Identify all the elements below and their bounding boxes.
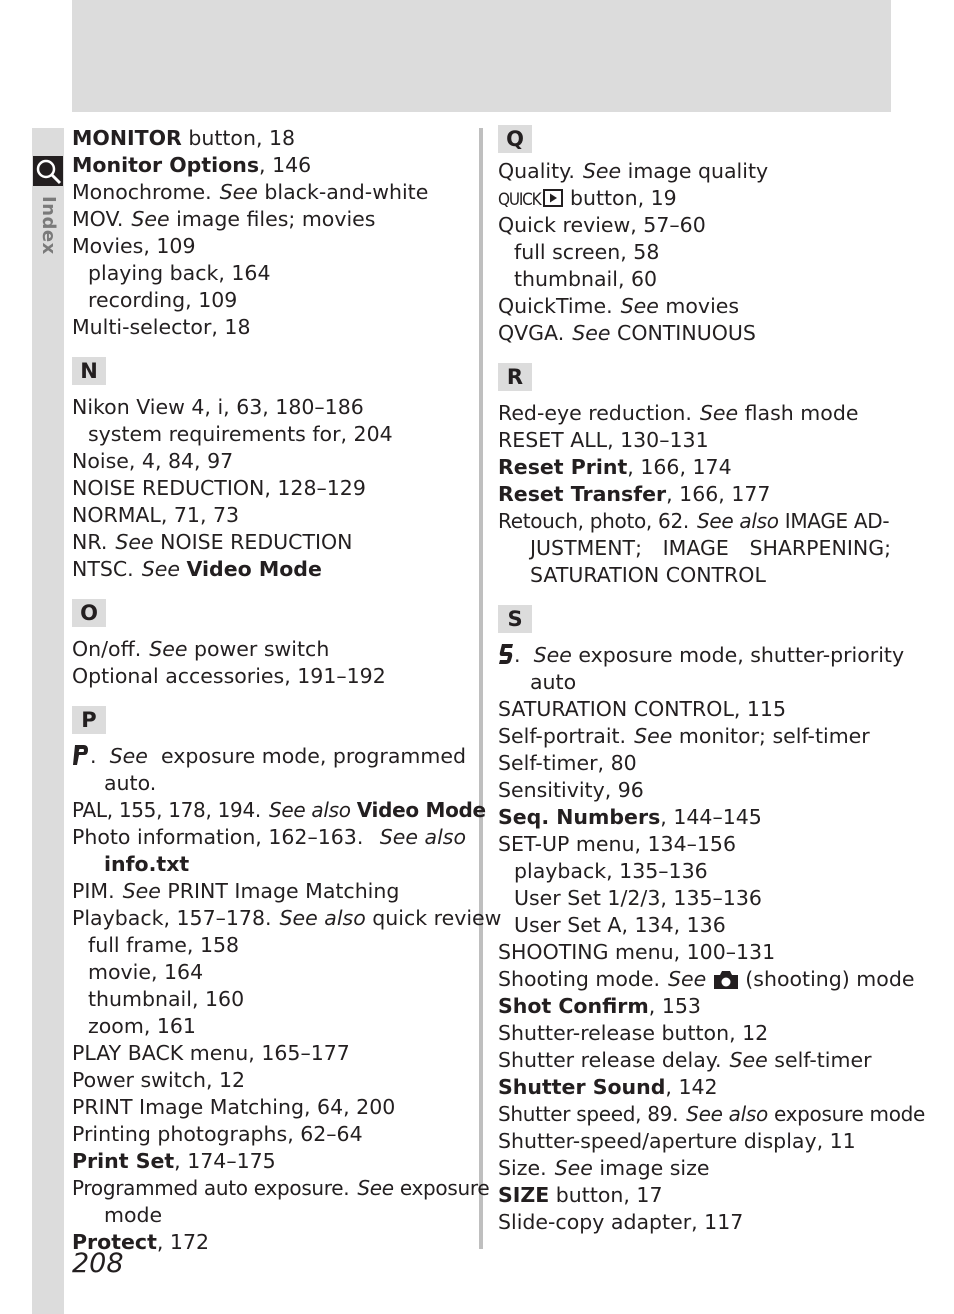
- index-entry: Quick review, 57–60: [498, 213, 706, 237]
- index-subentry: playing back, 164: [88, 261, 271, 285]
- index-entry: Reset Transfer, 166, 177: [498, 482, 771, 506]
- index-entry: Power switch, 12: [72, 1068, 246, 1092]
- index-entry: Protect, 172: [72, 1230, 210, 1254]
- letter-heading: N: [72, 357, 466, 394]
- index-entry: SIZE button, 17: [498, 1183, 663, 1207]
- index-entry: . See exposure mode, shutter-priority: [498, 642, 891, 669]
- letter-heading: O: [72, 599, 466, 636]
- index-entry: PRINT Image Matching, 64, 200: [72, 1095, 396, 1119]
- index-entry: Optional accessories, 191–192: [72, 664, 386, 688]
- camera-icon: [713, 970, 739, 997]
- index-entry: MOV. See image files; movies: [72, 207, 376, 231]
- index-entry: Sensitivity, 96: [498, 778, 644, 802]
- index-entry: Programmed auto exposure. See exposure: [72, 1176, 490, 1200]
- index-subentry: zoom, 161: [88, 1014, 196, 1038]
- index-entry: Movies, 109: [72, 234, 196, 258]
- index-entry: MONITOR button, 18: [72, 126, 296, 150]
- index-entry: Monochrome. See black-and-white: [72, 180, 429, 204]
- letter-heading: P: [72, 706, 466, 743]
- letter-heading: R: [498, 363, 891, 400]
- index-entry: NOISE REDUCTION, 128–129: [72, 476, 366, 500]
- index-entry: PLAY BACK menu, 165–177: [72, 1041, 350, 1065]
- index-entry: NORMAL, 71, 73: [72, 503, 240, 527]
- index-subentry: system requirements for, 204: [88, 422, 393, 446]
- index-entry-continuation: auto.: [104, 771, 157, 795]
- index-entry: QUICK button, 19: [498, 186, 677, 210]
- index-subentry: recording, 109: [88, 288, 238, 312]
- index-subentry: User Set 1/2/3, 135–136: [514, 886, 762, 910]
- index-entry: Size. See image size: [498, 1156, 710, 1180]
- header-band: [72, 0, 891, 112]
- index-entry: Shot Confirm, 153: [498, 994, 701, 1018]
- index-subentry: movie, 164: [88, 960, 204, 984]
- column-divider: [479, 128, 483, 1249]
- index-column-left: [72, 125, 502, 1256]
- index-entry: Seq. Numbers, 144–145: [498, 805, 762, 829]
- index-entry: Reset Print, 166, 174: [498, 455, 732, 479]
- magnifier-icon: [33, 156, 63, 186]
- index-tab-label: Index: [38, 196, 59, 255]
- side-tab: [32, 128, 64, 1314]
- index-entry: QuickTime. See movies: [498, 294, 740, 318]
- index-subentry: playback, 135–136: [514, 859, 708, 883]
- page-number: 208: [72, 1248, 124, 1279]
- index-entry: Retouch, photo, 62. See also IMAGE AD-: [498, 509, 890, 533]
- index-subentry: full frame, 158: [88, 933, 240, 957]
- index-entry-continuation: JUSTMENT; IMAGE SHARPENING;: [530, 536, 891, 560]
- index-entry: On/off. See power switch: [72, 637, 330, 661]
- index-entry: PIM. See PRINT Image Matching: [72, 879, 400, 903]
- index-entry: Shutter Sound, 142: [498, 1075, 718, 1099]
- index-entry: Photo information, 162–163. See also: [72, 825, 466, 849]
- index-entry-continuation: SATURATION CONTROL: [530, 563, 766, 587]
- quick-playback-button-icon: QUICK: [498, 190, 563, 210]
- index-subentry: thumbnail, 160: [88, 987, 245, 1011]
- index-entry: Shutter-release button, 12: [498, 1021, 769, 1045]
- index-entry-continuation: auto: [530, 670, 577, 694]
- letter-heading: S: [498, 605, 891, 642]
- index-entry: Shooting mode. See (shooting) mode: [498, 966, 891, 993]
- index-entry: Self-timer, 80: [498, 751, 637, 775]
- index-entry: Monitor Options, 146: [72, 153, 312, 177]
- index-entry: Shutter speed, 89. See also exposure mode: [498, 1102, 926, 1126]
- index-entry: Shutter-speed/aperture display, 11: [498, 1129, 856, 1153]
- index-entry: QVGA. See CONTINUOUS: [498, 321, 756, 345]
- index-subentry: User Set A, 134, 136: [514, 913, 726, 937]
- index-entry-continuation: info.txt: [104, 852, 190, 876]
- index-entry: Shutter release delay. See self-timer: [498, 1048, 872, 1072]
- index-entry: Quality. See image quality: [498, 159, 769, 183]
- index-entry: PAL, 155, 178, 194. See also Video Mode: [72, 798, 486, 822]
- mode-s-icon: [498, 642, 514, 673]
- index-entry: Noise, 4, 84, 97: [72, 449, 234, 473]
- index-entry: SHOOTING menu, 100–131: [498, 940, 776, 964]
- index-entry: Slide-copy adapter, 117: [498, 1210, 744, 1234]
- index-entry: NTSC. See Video Mode: [72, 557, 322, 581]
- index-column-right: [498, 125, 926, 1236]
- index-entry: Print Set, 174–175: [72, 1149, 276, 1173]
- index-entry: Multi-selector, 18: [72, 315, 251, 339]
- index-entry: RESET ALL, 130–131: [498, 428, 709, 452]
- letter-heading: Q: [498, 125, 891, 158]
- index-entry: NR. See NOISE REDUCTION: [72, 530, 353, 554]
- mode-p-icon: [72, 743, 90, 774]
- index-entry: . See exposure mode, programmed: [72, 743, 466, 770]
- index-entry: Red-eye reduction. See flash mode: [498, 401, 859, 425]
- index-entry: SET-UP menu, 134–156: [498, 832, 736, 856]
- index-entry: Playback, 157–178. See also quick review: [72, 906, 502, 930]
- index-subentry: full screen, 58: [514, 240, 660, 264]
- index-entry: Nikon View 4, i, 63, 180–186: [72, 395, 364, 419]
- index-entry: SATURATION CONTROL, 115: [498, 697, 787, 721]
- index-entry: Self-portrait. See monitor; self-timer: [498, 724, 870, 748]
- index-subentry: thumbnail, 60: [514, 267, 658, 291]
- index-entry: Printing photographs, 62–64: [72, 1122, 363, 1146]
- index-entry-continuation: mode: [104, 1203, 163, 1227]
